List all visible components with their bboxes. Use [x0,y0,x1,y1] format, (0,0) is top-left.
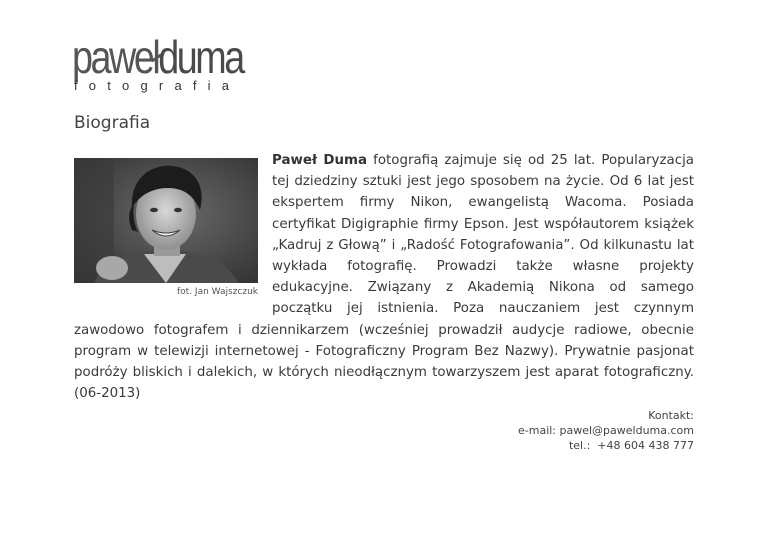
contact-email[interactable]: e-mail: pawel@pawelduma.com [518,424,694,437]
brand-logo[interactable] [72,31,272,93]
contact-phone[interactable]: tel.: +48 604 438 777 [568,439,694,452]
bio-section [74,150,694,404]
bio-author-name: Paweł Duma [272,153,368,168]
page-title: Biografia [74,113,151,133]
brand-logo-first-name: paweł [72,31,159,83]
contact-heading: Kontakt: [648,409,694,422]
contact-block [518,408,694,453]
brand-logo-subtitle: fotografia [74,78,241,93]
bio-text: fotografią zajmuje się od 25 lat. Popularyzacja tej dziedziny sztuki jest jego sposobem na życie. Od 6 lat jest ekspertem firmy Nikon, ewangelistą Wacoma. Posiada certyfikat Digigraphie firmy Epson. Jest współautorem książek „Kadruj z Głową” i „Radość Fotografowania”. Od kilkunastu lat wykłada fotografię. Prowadzi także własne projekty edukacyjne. Związany z Akademią Nikona od samego początku jej istnienia. Poza nauczaniem jest czynnym zawodowo fotografem i dziennikarzem (wcześniej prowadził audycje radiowe, obecnie program w telewizji internetowej - Fotograficzny Program Bez Nazwy). Prywatnie pasjonat podróży bliskich i dalekich, w których nieodłącznym towarzyszem jest aparat fotograficzny. (06-2013) [74,153,694,402]
brand-logo-name [72,31,243,83]
photo-credit: fot. Jan Wajszczuk [177,287,258,297]
portrait-figure [74,158,258,303]
brand-logo-last-name: duma [158,31,243,83]
portrait-photo [74,158,258,283]
